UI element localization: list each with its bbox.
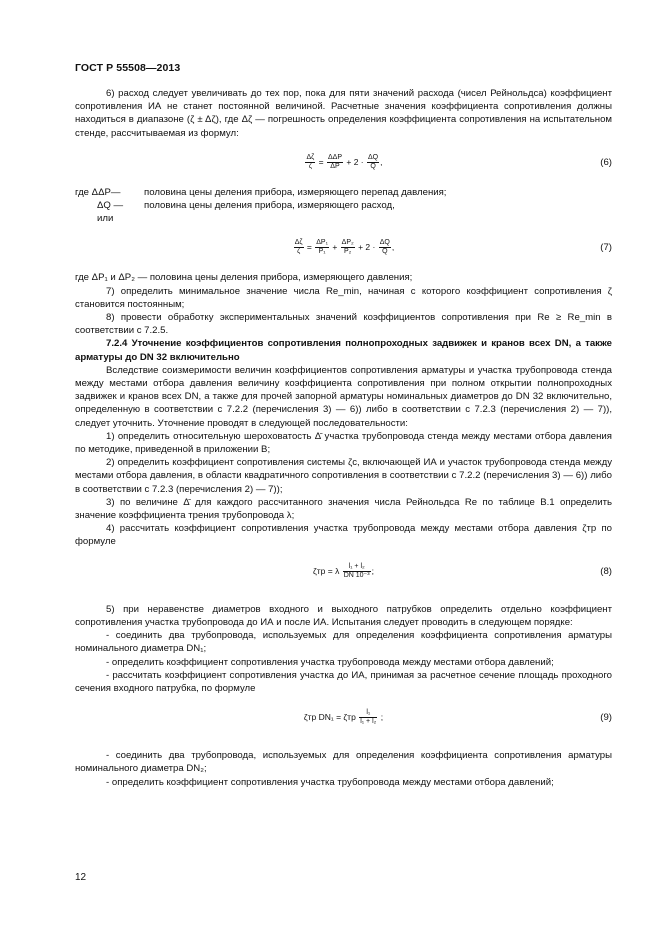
section-intro: Вследствие соизмеримости величин коэффициентов сопротивления арматуры и участка трубопровода стенда между местами отбора давления величину коэффициента сопротивления при полном открытии полнопроходных задвижек и кранов всех DN, а также для прочей запорной арматуры номинальных диаметров до DN 32 включительно, определенную в соответствии с 7.2.2 (перечисления 3) — 6)) либо в соответствии с 7.2.3 (перечисления 2) — 7)), следует уточнить. Уточнение проводят в следующей последовательности: (75, 364, 612, 429)
page-content (75, 87, 612, 789)
paragraph-step-6: 6) расход следует увеличивать до тех пор, пока для пяти значений расхода (чисел Рейнольдса) коэффициент сопротивления ИА не станет постоянной величиной. Расчетные значения коэффициента сопротивления должны находиться в диапазоне (ζ ± Δζ), где Δζ — погрешность определения коэффициента сопротивления на испытательном стенде, рассчитываемая из формул: (75, 88, 612, 139)
list-item-1: 1) определить относительную шероховатость Δ̄ участка трубопровода стенда между местами отбора давления по методике, приведенной в приложении В; (75, 430, 612, 456)
sub-item: - соединить два трубопровода, используемых для определения коэффициента сопротивления арматуры номинального диаметра DN₁; (75, 630, 612, 655)
formula-9-expression: ζтр DN₁ = ζтр $\frac{\text{l₁}}{\text{l₁ + l₂}}$ ; (303, 709, 384, 726)
sub-item: - определить коэффициент сопротивления участка трубопровода между местами отбора давлений; (106, 656, 554, 668)
list-item-5: 5) при неравенстве диаметров входного и выходного патрубков определить отдельно коэффициент сопротивления участка трубопровода до ИА и после ИА. Испытания следует проводить в следующем порядке: (75, 603, 612, 628)
where-item: или (97, 213, 114, 225)
fraction: $\frac{\Delta Q}{Q}$ (368, 153, 379, 170)
where-item: ΔQ — половина цены деления прибора, измеряющего расход, (97, 200, 395, 212)
formula-7 (75, 235, 612, 261)
fraction: $\frac{\Delta\zeta}{\zeta}$ (306, 153, 315, 170)
paragraph-step-7: 7) определить минимальное значение числа Re_min, начиная с которого коэффициент сопротивления ζ становится постоянным; (75, 285, 612, 310)
formula-number: (7) (600, 242, 612, 254)
fraction: $\frac{\text{ΔΔP}}{\Delta P}$ (327, 153, 342, 170)
sub-item: - соединить два трубопровода, используемых для определения коэффициента сопротивления арматуры номинального диаметра DN₂; (75, 750, 612, 775)
formula-number: (9) (600, 712, 612, 724)
fraction: $\frac{\text{l₁}}{\text{l₁ + l₂}}$ (360, 709, 377, 726)
formula-8-expression: ζтр = λ $\frac{\text{l₁ + l₂}}{\text{DN 10⁻³}}$ ; (313, 562, 374, 579)
formula-number: (6) (600, 156, 612, 168)
fraction: $\frac{\Delta Q}{Q}$ (379, 239, 390, 256)
formula-9 (75, 705, 612, 731)
list-item-3: 3) по величине Δ̄ для каждого рассчитанного значения числа Рейнольдса Re по таблице В.1 определить значение коэффициента трения трубопровода λ; (75, 496, 612, 522)
section-title-7-2-4: 7.2.4 Уточнение коэффициентов сопротивления полнопроходных задвижек и кранов всех DN, а также арматуры до DN 32 включительно (75, 338, 612, 363)
formula-8 (75, 559, 612, 585)
formula-number: (8) (600, 565, 612, 577)
standard-header: ГОСТ Р 55508—2013 (75, 62, 181, 74)
where-list-6 (75, 186, 612, 226)
paragraph-step-8: 8) провести обработку экспериментальных значений коэффициентов сопротивления при Re ≥ Re_min в соответствии с 7.2.5. (75, 312, 612, 337)
list-item-2: 2) определить коэффициент сопротивления системы ζс, включающей ИА и участок трубопровода стенда между местами отбора давления, в области квадратичного сопротивления в соответствии с 7.2.2 (перечисления 3) — 6)) либо в соответствии с 7.2.3 (перечисления 2) — 7)); (75, 457, 612, 495)
sub-item: - определить коэффициент сопротивления участка трубопровода между местами отбора давлений; (106, 776, 554, 788)
formula-6 (75, 150, 612, 176)
fraction: $\frac{\text{ΔP₁}}{\text{P₁}}$ (316, 239, 328, 256)
where-7: где ΔP₁ и ΔP₂ — половина цены деления прибора, измеряющего давления; (75, 272, 413, 284)
fraction: $\frac{\Delta\zeta}{\zeta}$ (294, 239, 303, 256)
list-item-4: 4) рассчитать коэффициент сопротивления участка трубопровода между местами отбора давления ζтр по формуле (75, 523, 612, 548)
formula-7-expression: $\frac{\Delta\zeta}{\zeta}$ = $\frac{\text{ΔP₁}}{\text{P₁}}$ + $\frac{\text{ΔP₂}}{\text{P₂}}$ + 2 · $\frac{\Delta Q}{Q}$ , (294, 239, 395, 256)
sub-item: - рассчитать коэффициент сопротивления участка до ИА, принимая за расчетное сечение площадь проходного сечения входного патрубка, по формуле (75, 669, 612, 694)
page-number: 12 (75, 872, 87, 883)
fraction: $\frac{\text{ΔP₂}}{\text{P₂}}$ (341, 239, 354, 256)
fraction: $\frac{\text{l₁ + l₂}}{\text{DN 10⁻³}}$ (343, 562, 370, 579)
formula-6-expression: $\frac{\Delta\zeta}{\zeta}$ = $\frac{\text{ΔΔP}}{\Delta P}$ + 2 · $\frac{\Delta Q}{Q}$ , (306, 153, 383, 170)
where-item: где ΔΔP— половина цены деления прибора, измеряющего перепад давления; (75, 186, 447, 198)
